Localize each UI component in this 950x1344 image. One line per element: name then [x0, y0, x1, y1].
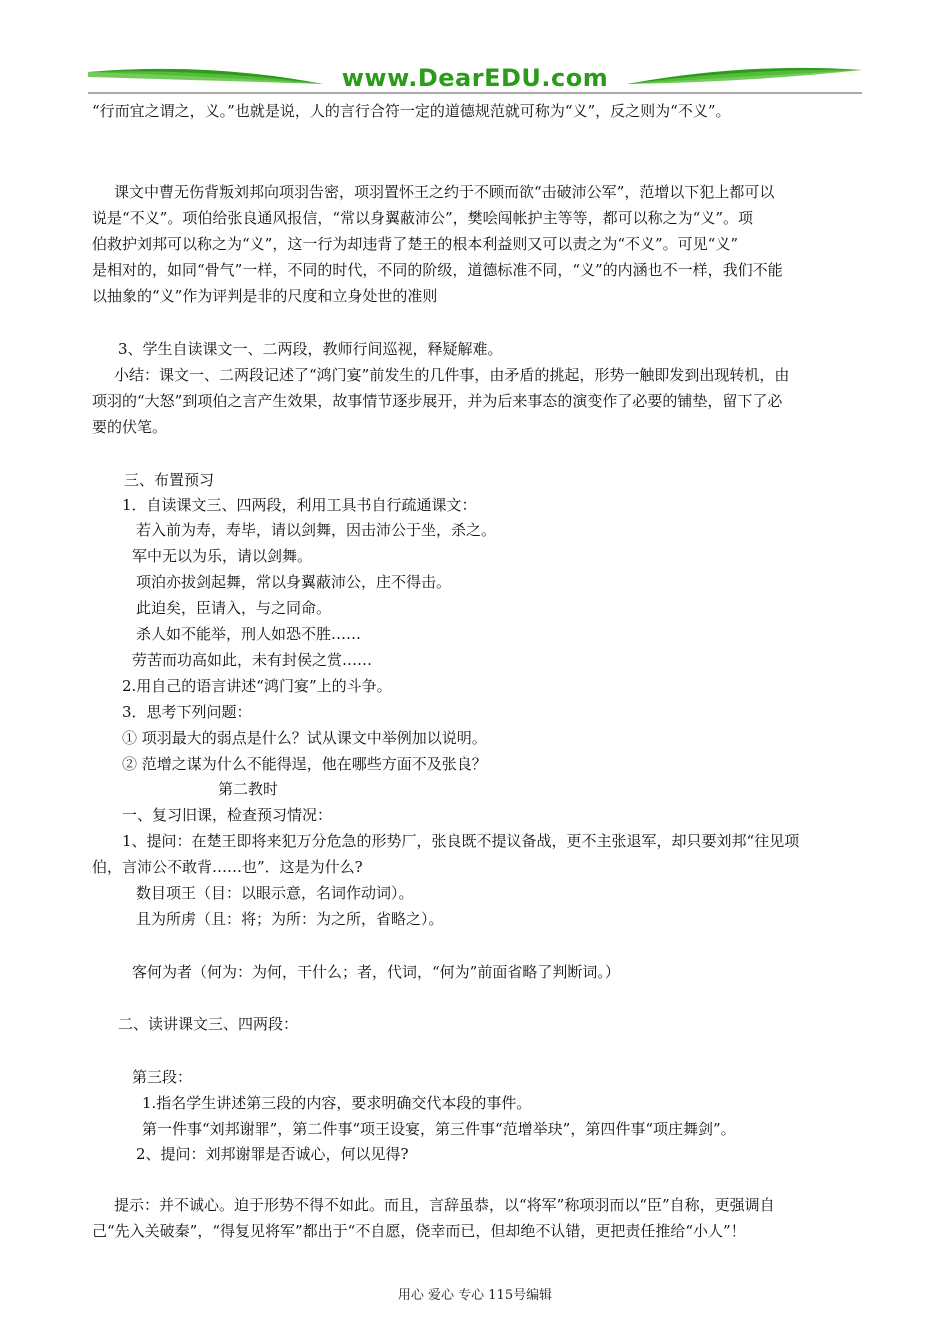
text-line: 客何为者（何为：为何，干什么；者，代词，“何为”前面省略了判断词。）	[132, 963, 620, 981]
text-line: 小结：课文一、二两段记述了“鸿门宴”前发生的几件事，由矛盾的挑起，形势一触即发到出现转机，由	[114, 366, 790, 384]
text-line: 第三段：	[132, 1068, 193, 1086]
text-line: 项羽的“大怒”到项伯之言产生效果，故事情节逐步展开，并为后来事态的演变作了必要的铺垫，留下了必	[92, 392, 783, 410]
text-line: 一、复习旧课，检查预习情况：	[122, 806, 333, 824]
text-line: 2.用自己的语言讲述“鸿门宴”上的斗争。	[122, 677, 392, 695]
text-line: 课文中曹无伤背叛刘邦向项羽告密，项羽置怀王之约于不顾而欲“击破沛公军”，范增以下犯上都可以	[114, 183, 775, 201]
text-line: 二、读讲课文三、四两段：	[118, 1015, 299, 1033]
text-line: 第二教时	[218, 780, 279, 798]
text-line: ② 范增之谋为什么不能得逞，他在哪些方面不及张良？	[122, 755, 487, 773]
text-line: 伯，言沛公不敢背……也”．这是为什么?	[92, 858, 363, 876]
text-line: 若入前为寿，寿毕，请以剑舞，因击沛公于坐，杀之。	[136, 521, 497, 539]
text-line: 项泊亦拔剑起舞，常以身翼蔽沛公，庄不得击。	[136, 573, 452, 591]
text-line: 杀人如不能举，刑人如恐不胜……	[136, 625, 362, 643]
text-line: 1.指名学生讲述第三段的内容，要求明确交代本段的事件。	[142, 1094, 532, 1112]
text-line: 1．自读课文三、四两段，利用工具书自行疏通课文：	[122, 496, 477, 514]
text-line: 提示：并不诚心。迫于形势不得不如此。而且，言辞虽恭，以“将军”称项羽而以“臣”自称，更强调自	[114, 1196, 775, 1214]
text-line: 3．思考下列问题：	[122, 703, 252, 721]
text-line: ① 项羽最大的弱点是什么？试从课文中举例加以说明。	[122, 729, 487, 747]
text-line: 是相对的，如同“骨气”一样，不同的时代，不同的阶级，道德标准不同，“义”的内涵也不一样，我们不能	[92, 261, 783, 279]
text-line: 3、学生自读课文一、二两段，教师行间巡视，释疑解难。	[118, 340, 503, 358]
text-line: 此迫矣，臣请入，与之同命。	[136, 599, 332, 617]
text-line: 且为所虏（且：将；为所：为之所，省略之）。	[136, 910, 444, 928]
text-line: 说是“不义”。项伯给张良通风报信，“常以身翼蔽沛公”，樊哙闯帐护主等等，都可以称之为“义”。项	[92, 209, 754, 227]
text-line: 己“先入关破秦”，“得复见将军”都出于“不自愿，侥幸而已，但却绝不认错，更把责任推给“小人”！	[92, 1222, 746, 1240]
text-line: 军中无以为乐，请以剑舞。	[132, 547, 313, 565]
text-line: 1、提问：在楚王即将来犯万分危急的形势厂，张良既不提议备战，更不主张退军，却只要刘邦“往见项	[122, 832, 800, 850]
text-line: 要的伏笔。	[92, 418, 168, 436]
text-line: 2、提问：刘邦谢罪是否诚心，何以见得?	[136, 1145, 409, 1163]
site-logo-text: www.DearEDU.com	[341, 64, 609, 92]
text-line: 数目项王（目：以眼示意，名词作动词）。	[136, 884, 414, 902]
text-line: 劳苦而功高如此，未有封侯之赏……	[132, 651, 373, 669]
text-line: 第一件事“刘邦谢罪”，第二件事“项王设宴，第三件事“范增举玦”，第四件事“项庄舞剑”。	[142, 1120, 736, 1138]
text-line: “行而宜之谓之，义。”也就是说，人的言行合符一定的道德规范就可称为“义”，反之则为“不义”。	[92, 102, 731, 120]
page-footer: 用心 爱心 专心 115号编辑	[397, 1288, 553, 1303]
text-line: 以抽象的“义”作为评判是非的尺度和立身处世的准则	[92, 287, 438, 305]
text-line: 三、布置预习	[124, 471, 215, 489]
site-header-banner	[88, 58, 862, 98]
text-line: 伯救护刘邦可以称之为“义”，这一行为却违背了楚王的根本利益则又可以责之为“不义”。可见“义”	[92, 235, 739, 253]
